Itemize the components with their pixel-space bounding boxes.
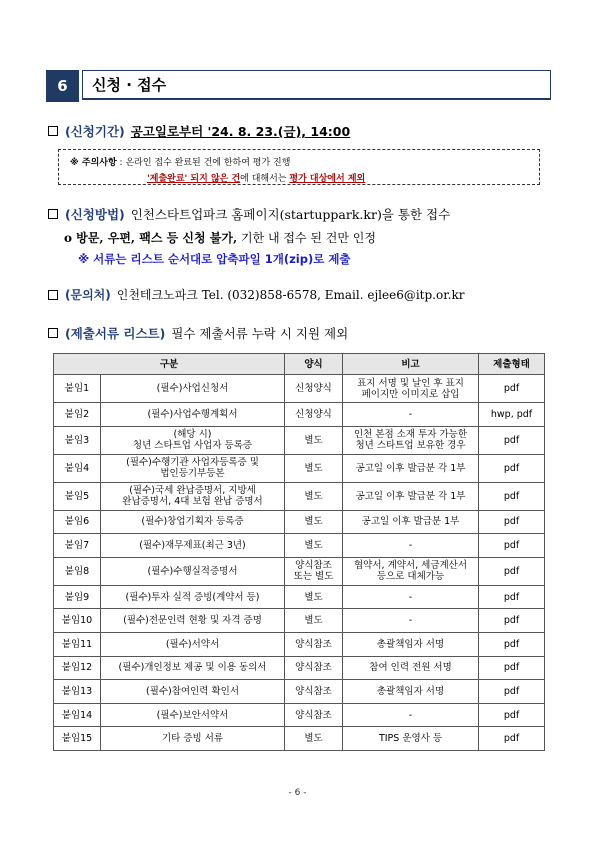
- row-document-name: (필수)사업신청서: [101, 375, 285, 403]
- method-label: (신청방법): [65, 207, 125, 222]
- header-category: 구분: [54, 354, 285, 375]
- row-form: 신청양식: [285, 375, 343, 403]
- row-document-name: 기타 증빙 서류: [101, 727, 285, 751]
- row-note: 총괄책임자 서명: [343, 680, 479, 704]
- docs-label: (제출서류 리스트): [65, 326, 166, 341]
- method-text: 인천스타트업파크 홈페이지(startuppark.kr)을 통한 접수: [130, 207, 451, 222]
- row-document-name: (필수)전문인력 현황 및 자격 증명: [101, 609, 285, 633]
- row-type: pdf: [479, 482, 545, 510]
- table-row: [54, 403, 545, 427]
- deadline-label: (신청기간): [65, 124, 125, 139]
- row-number: 붙임10: [54, 609, 101, 633]
- checkbox-icon: [48, 328, 58, 338]
- row-number: 붙임1: [54, 375, 101, 403]
- checkbox-icon: [48, 209, 58, 219]
- checkbox-icon: [48, 290, 58, 300]
- note-box: [58, 149, 540, 185]
- method-sub-rest: 기한 내 접수 된 건만 인정: [240, 231, 376, 245]
- table-row: [54, 482, 545, 510]
- table-row: [54, 703, 545, 727]
- contact-text: 인천테크노파크 Tel. (032)858-6578, Email. ejlee6@itp.or.kr: [116, 288, 465, 302]
- row-form: 별도: [285, 727, 343, 751]
- row-document-name: (필수)국세 완납증명서, 지방세 완납증명서, 4대 보험 완납 증명서: [101, 482, 285, 510]
- row-document-name: (필수)재무제표(최근 3년): [101, 534, 285, 558]
- row-type: pdf: [479, 426, 545, 454]
- row-form: 별도: [285, 585, 343, 609]
- row-note: 공고일 이후 발급분 1부: [343, 510, 479, 534]
- note-text2: 에 대해서는: [240, 174, 287, 184]
- row-number: 붙임5: [54, 482, 101, 510]
- row-note: -: [343, 703, 479, 727]
- table-row: [54, 585, 545, 609]
- row-type: pdf: [479, 454, 545, 482]
- row-number: 붙임13: [54, 680, 101, 704]
- contact-label: (문의처): [65, 288, 111, 302]
- row-number: 붙임2: [54, 403, 101, 427]
- row-type: pdf: [479, 703, 545, 727]
- row-number: 붙임7: [54, 534, 101, 558]
- method-line: [48, 205, 450, 223]
- row-document-name: (필수)사업수행계획서: [101, 403, 285, 427]
- row-note: -: [343, 403, 479, 427]
- table-row: [54, 609, 545, 633]
- docs-line: [48, 324, 348, 342]
- note-text1: : 온라인 접수 완료된 건에 한하여 평가 진행: [119, 158, 291, 168]
- row-document-name: (필수)투자 실적 증빙(계약서 등): [101, 585, 285, 609]
- table-row: [54, 454, 545, 482]
- header-note: 비고: [343, 354, 479, 375]
- row-note: 협약서, 계약서, 세금계산서 등으로 대체가능: [343, 557, 479, 585]
- row-document-name: (필수)참여인력 확인서: [101, 680, 285, 704]
- row-number: 붙임11: [54, 632, 101, 656]
- row-type: pdf: [479, 680, 545, 704]
- row-form: 양식참조: [285, 680, 343, 704]
- deadline-line: [48, 122, 350, 140]
- row-note: -: [343, 585, 479, 609]
- row-number: 붙임8: [54, 557, 101, 585]
- method-sub-bold: o 방문, 우편, 팩스 등 신청 불가,: [64, 231, 238, 245]
- section-title: 신청 · 접수: [82, 70, 551, 100]
- table-row: [54, 656, 545, 680]
- row-note: -: [343, 534, 479, 558]
- section-number: 6: [46, 70, 79, 102]
- section-header: [46, 70, 551, 102]
- header-type: 제출형태: [479, 354, 545, 375]
- table-row: [54, 510, 545, 534]
- row-form: 신청양식: [285, 403, 343, 427]
- table-row: [54, 375, 545, 403]
- page-number: - 6 -: [288, 788, 307, 798]
- row-type: pdf: [479, 632, 545, 656]
- row-form: 별도: [285, 482, 343, 510]
- note-strong1: '제출완료' 되지 않은 건: [147, 174, 241, 184]
- row-note: TIPS 운영사 등: [343, 727, 479, 751]
- row-type: pdf: [479, 609, 545, 633]
- table-header-row: [54, 354, 545, 375]
- row-form: 양식참조: [285, 703, 343, 727]
- row-form: 별도: [285, 534, 343, 558]
- table-row: [54, 680, 545, 704]
- row-number: 붙임12: [54, 656, 101, 680]
- row-note: 인천 본점 소재 투자 가능한 청년 스타트업 보유한 경우: [343, 426, 479, 454]
- deadline-text: 공고일로부터 '24. 8. 23.(금), 14:00: [130, 124, 351, 139]
- row-document-name: (필수)서약서: [101, 632, 285, 656]
- table-row: [54, 632, 545, 656]
- row-note: 표지 서명 및 날인 후 표지 페이지만 이미지로 삽입: [343, 375, 479, 403]
- contact-line: [48, 286, 464, 303]
- row-type: pdf: [479, 510, 545, 534]
- zip-note: ※ 서류는 리스트 순서대로 압축파일 1개(zip)로 제출: [78, 252, 351, 266]
- row-type: hwp, pdf: [479, 403, 545, 427]
- row-number: 붙임15: [54, 727, 101, 751]
- row-number: 붙임14: [54, 703, 101, 727]
- row-form: 별도: [285, 426, 343, 454]
- row-type: pdf: [479, 585, 545, 609]
- checkbox-icon: [48, 126, 58, 136]
- row-document-name: (해당 시) 청년 스타트업 사업자 등록증: [101, 426, 285, 454]
- table-row: [54, 557, 545, 585]
- method-sub-line: [64, 229, 376, 246]
- row-number: 붙임4: [54, 454, 101, 482]
- row-type: pdf: [479, 656, 545, 680]
- row-note: 공고일 이후 발급분 각 1부: [343, 482, 479, 510]
- row-note: 총괄책임자 서명: [343, 632, 479, 656]
- row-form: 양식참조: [285, 632, 343, 656]
- row-note: 공고일 이후 발급분 각 1부: [343, 454, 479, 482]
- row-document-name: (필수)개인정보 제공 및 이용 동의서: [101, 656, 285, 680]
- table-row: [54, 534, 545, 558]
- row-form: 별도: [285, 510, 343, 534]
- row-number: 붙임6: [54, 510, 101, 534]
- row-note: 참여 인력 전원 서명: [343, 656, 479, 680]
- row-type: pdf: [479, 557, 545, 585]
- header-form: 양식: [285, 354, 343, 375]
- table-row: [54, 727, 545, 751]
- row-number: 붙임9: [54, 585, 101, 609]
- row-document-name: (필수)수행실적증명서: [101, 557, 285, 585]
- row-document-name: (필수)창업기획자 등록증: [101, 510, 285, 534]
- row-document-name: (필수)수행기관 사업자등록증 및 법인등기부등본: [101, 454, 285, 482]
- row-note: -: [343, 609, 479, 633]
- row-form: 별도: [285, 454, 343, 482]
- docs-text: 필수 제출서류 누락 시 지원 제외: [171, 326, 349, 341]
- note-strong2: 평가 대상에서 제외: [289, 174, 366, 184]
- row-form: 양식참조 또는 별도: [285, 557, 343, 585]
- row-type: pdf: [479, 375, 545, 403]
- row-form: 양식참조: [285, 656, 343, 680]
- documents-table: [53, 353, 545, 751]
- note-prefix: ※ 주의사항: [70, 158, 117, 168]
- row-type: pdf: [479, 534, 545, 558]
- row-type: pdf: [479, 727, 545, 751]
- row-document-name: (필수)보안서약서: [101, 703, 285, 727]
- table-row: [54, 426, 545, 454]
- row-number: 붙임3: [54, 426, 101, 454]
- row-form: 별도: [285, 609, 343, 633]
